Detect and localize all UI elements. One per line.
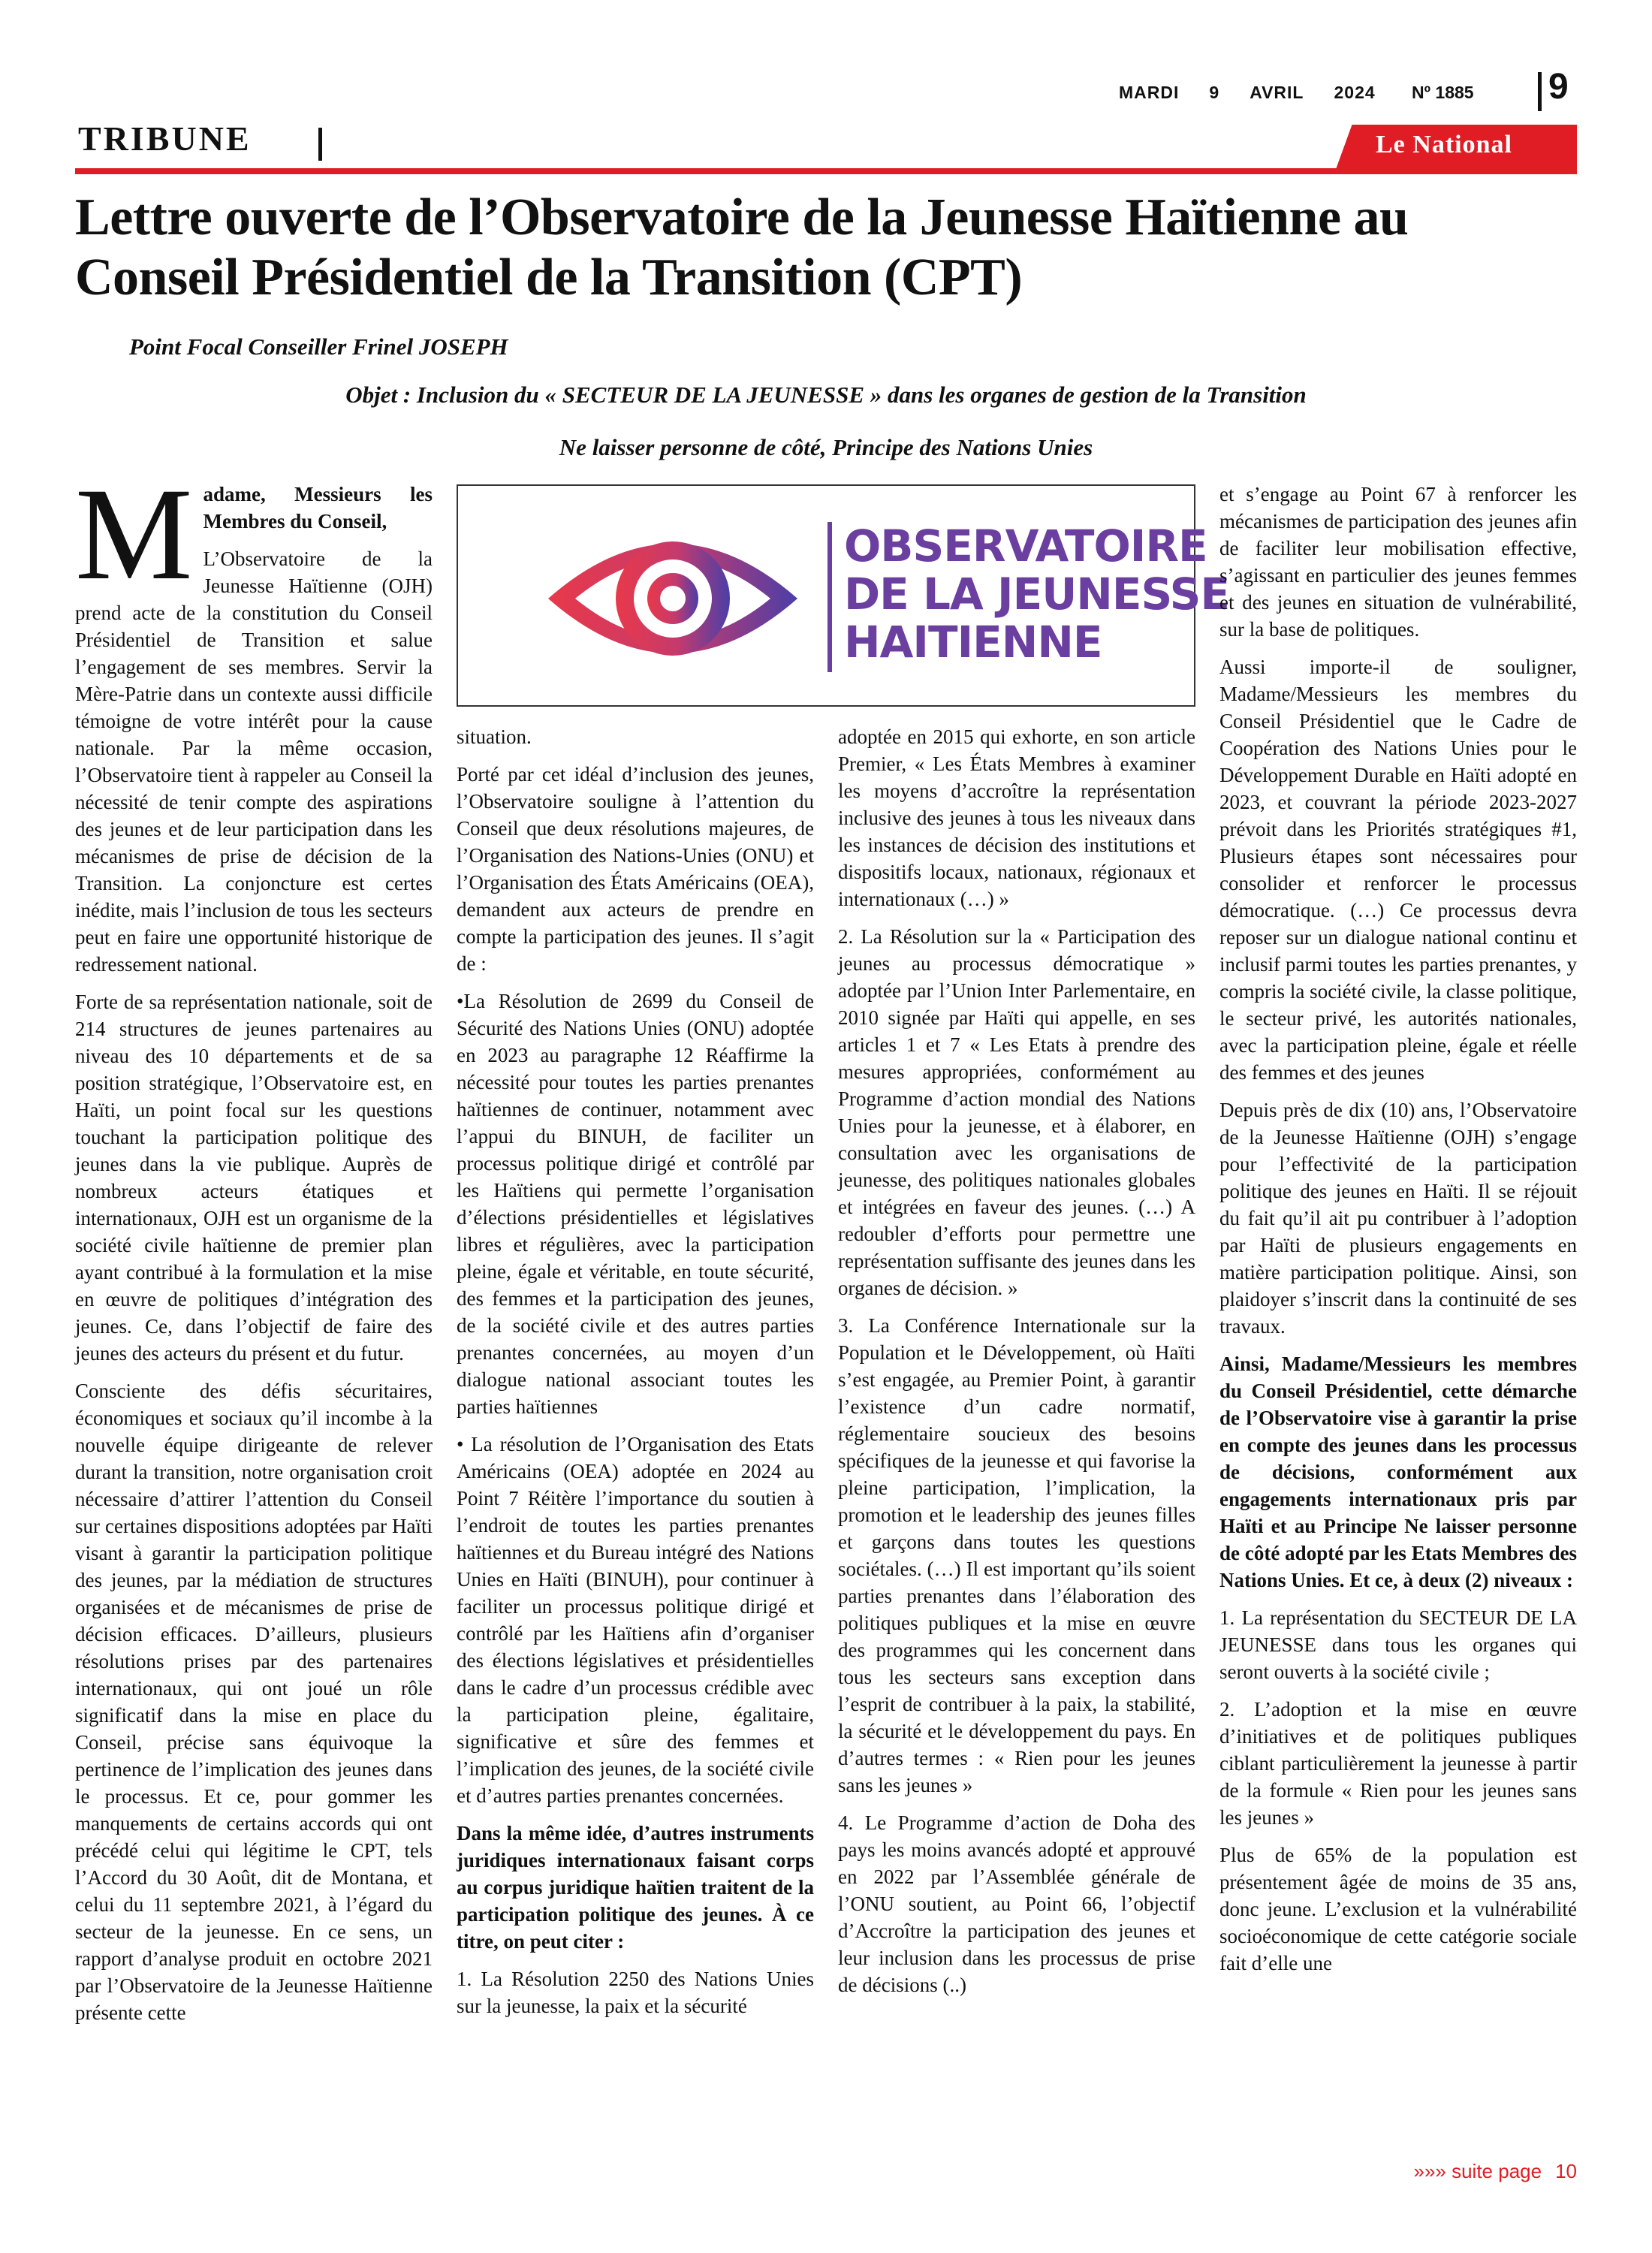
paragraph: et s’engage au Point 67 à renforcer les mécanismes de participation des jeunes afin de faciliter leur mobilisation effective, s’agissant en particulier des jeunes femmes et des jeunes en situation de vulnérabilité, sur la base de politiques.: [1219, 483, 1577, 641]
article-headline: Lettre ouverte de l’Observatoire de la Jeunesse Haïtienne au Conseil Présidentiel de la Transition (CPT): [75, 189, 1409, 306]
logo-divider: [828, 522, 832, 672]
paragraph: 3. La Conférence Internationale sur la Population et le Développement, où Haïti s’est engagée, au Premier Point, à garantir l’existence d’un cadre normatif, réglementaire soucieux des besoins spécifiques de la jeunesse et qui favorise la pleine participation, l’implication, la promotion et le leadership des jeunes filles et garçons dans toutes les questions sociétales. (…) Il est important qu’ils soient parties prenantes dans l’élaboration des politiques publiques et la mise en œuvre des programmes qui les concernent dans tous les secteurs sans exception dans l’esprit de contribuer à la paix, la stabilité, la sécurité et le développement du pays. En d’autres termes : « Rien pour les jeunes sans les jeunes »: [838, 1314, 1195, 1796]
logo-line: OBSERVATOIRE: [844, 520, 1207, 572]
header-divider: [1538, 72, 1542, 111]
article-column-3: [838, 723, 1195, 2009]
paragraph: Plus de 65% de la population est présentement âgée de moins de 35 ans, donc jeune. L’exclusion et la vulnérabilité socioéconomique de cette catégorie sociale fait d’elle une: [1219, 1844, 1577, 1974]
paragraph: 1. La Résolution 2250 des Nations Unies sur la jeunesse, la paix et la sécurité: [457, 1968, 814, 2017]
salutation: adame, Messieurs les Membres du Conseil,: [203, 483, 433, 532]
paragraph: • La résolution de l’Organisation des Etats Américains (OEA) adoptée en 2024 au Point 7 Réitère l’importance du soutien à l’endroit de toutes les parties prenantes haïtiennes et du Bureau intégré des Nations Unies en Haïti (BINUH), pour continuer à faciliter un processus politique dirigé et contrôlé par les Haïtiens afin d’organiser des élections législatives et présidentielles dans le cadre d’un processus crédible avec la participation pleine, égalitaire, significative et sûre des femmes et l’implication des jeunes, de la société civile et d’autres parties prenantes concernées.: [457, 1433, 814, 1807]
paragraph: situation.: [457, 725, 532, 748]
article-column-1: [75, 461, 433, 2037]
continued-link[interactable]: [1413, 2160, 1577, 2183]
article-motto: Ne laisser personne de côté, Principe des Nations Unies: [559, 434, 1093, 460]
paragraph: 2. La Résolution sur la « Participation des jeunes au processus démocratique » adoptée par l’Union Inter Parlementaire, en 2010 signée par Haïti qui appelle, en ses articles 1 et 7 « Les Etats à prendre des mesures appropriées, conformément au Programme d’action mondial des Nations Unies pour la jeunesse, et à élaborer, en consultation avec les organisations de jeunesse, des politiques nationales globales et intégrées en faveur des jeunes. (…) A redoubler d’efforts pour permettre une représentation suffisante des jeunes dans les organes de décision. »: [838, 925, 1195, 1299]
section-rubric: TRIBUNE: [78, 119, 252, 158]
date-num: 9: [1209, 83, 1220, 102]
article-column-2: [457, 723, 814, 2030]
paragraph: Forte de sa représentation nationale, soit de 214 structures de jeunes partenaires au niveau des 10 départements et de sa position stratégique, l’Observatoire est, en Haïti, un point focal sur les questions touchant la participation politique des jeunes dans la vie publique. Auprès de nombreux acteurs étatiques et internationaux, OJH est un organisme de la société civile haïtienne de premier plan ayant contribué à la formulation et la mise en œuvre de politiques d’intégration des jeunes. Ce, dans l’objectif de faire des jeunes des acteurs du présent et du futur.: [75, 991, 433, 1365]
logo-wordmark: [844, 522, 1229, 666]
article-column-4: [1219, 481, 1577, 1987]
paragraph-bold: Dans la même idée, d’autres instruments juridiques internationaux faisant corps au corpus juridique haïtien traitent de la participation politique des jeunes. À ce titre, on peut citer :: [457, 1822, 814, 1953]
paragraph: Depuis près de dix (10) ans, l’Observatoire de la Jeunesse Haïtienne (OJH) s’engage pour l’effectivité de la participation politique des jeunes en Haïti. Il se réjouit du fait qu’il ait pu contribuer à l’adoption par Haïti de plusieurs engagements en matière participation politique. Ainsi, son plaidoyer s’inscrit dans la continuité de ses travaux.: [1219, 1099, 1577, 1338]
article-byline: Point Focal Conseiller Frinel JOSEPH: [129, 333, 508, 360]
paragraph: Aussi importe-il de souligner, Madame/Messieurs les membres du Conseil Présidentiel que le Cadre de Coopération des Nations Unies pour le Développement Durable en Haïti adopté en 2023, et couvrant la période 2023-2027 prévoit dans les Priorités stratégiques #1, Plusieurs étapes sont nécessaires pour consolider et renforcer le processus démocratique. (…) Ce processus devra reposer sur un dialogue national continu et inclusif parmi toutes les parties prenantes, y compris la société civile, la classe politique, le secteur privé, les autorités nationales, avec la participation pleine, égale et réelle des femmes et des jeunes: [1219, 656, 1577, 1084]
issue-date: [1119, 83, 1406, 103]
issue-number: Nº 1885: [1412, 83, 1474, 102]
brand-name: Le National: [1376, 131, 1512, 158]
drop-cap: M: [75, 461, 193, 608]
logo-line: HAITIENNE: [844, 617, 1102, 668]
paragraph: L’Observatoire de la Jeunesse Haïtienne (OJH) prend acte de la constitution du Conseil Présidentiel de Transition et salue l’engagement de ses membres. Servir la Mère-Patrie dans un contexte aussi difficile témoigne de votre intérêt pour la cause nationale. Par la même occasion, l’Observatoire tient à rappeler au Conseil la nécessité de tenir compte des aspirations des jeunes et de leur participation dans les mécanismes de prise de décision de la Transition. La conjoncture est certes inédite, mais l’inclusion de tous les secteurs peut en faire une opportunité historique de redressement national.: [75, 547, 433, 976]
paragraph: •La Résolution de 2699 du Conseil de Sécurité des Nations Unies (ONU) adoptée en 2023 au paragraphe 12 Réaffirme la nécessité pour toutes les parties prenantes haïtiennes de continuer, notamment avec l’appui du BINUH, de faciliter un processus politique dirigé et contrôlé par les Haïtiens qui permette l’organisation d’élections présidentielles et législatives libres et régulières, avec la participation pleine, égale et véritable, en toute sécurité, des femmes et la participation des jeunes, de la société civile et des autres parties prenantes concernées, au moyen d’un dialogue national associant toutes les parties haïtiennes: [457, 990, 814, 1418]
continued-page: 10: [1555, 2160, 1577, 2182]
eye-icon: [545, 519, 800, 678]
paragraph: Porté par cet idéal d’inclusion des jeunes, l’Observatoire souligne à l’attention du Conseil que deux résolutions majeures, de l’Organisation des Nations-Unies (ONU) et l’Organisation des États Américains (OEA), demandent aux acteurs de prendre en compte la participation des jeunes. Il s’agit de :: [457, 763, 814, 975]
article-object: Objet : Inclusion du « SECTEUR DE LA JEUNESSE » dans les organes de gestion de la Transition: [345, 382, 1307, 408]
paragraph: 2. L’adoption et la mise en œuvre d’initiatives et de politiques publiques ciblant particulièrement la jeunesse à partir de la formule « Rien pour les jeunes sans les jeunes »: [1219, 1698, 1577, 1829]
date-month: AVRIL: [1250, 83, 1304, 102]
paragraph: Consciente des défis sécuritaires, économiques et sociaux qu’il incombe à la nouvelle équipe dirigeante de relever durant la transition, notre organisation croit nécessaire d’attirer l’attention du Conseil sur certaines dispositions adoptées par Haïti visant à garantir la participation politique des jeunes, par la médiation de structures organisées et de mécanismes de prise de décision efficaces. D’ailleurs, plusieurs résolutions prises par des partenaires internationaux, qui ont joué un rôle significatif dans la mise en place du Conseil, précise sans équivoque la pertinence de l’implication des jeunes dans le processus. Et ce, pour gommer les manquements de certains accords qui ont précédé celui qui légitime le CPT, tels l’Accord du 30 Août, dit de Montana, et celui du 11 septembre 2021, à l’égard du secteur de la jeunesse. En ce sens, un rapport d’analyse produit en octobre 2021 par l’Observatoire de la Jeunesse Haïtienne présente cette: [75, 1380, 433, 2024]
date-day: MARDI: [1119, 83, 1180, 102]
rubric-divider: [318, 128, 322, 161]
page-number: 9: [1548, 67, 1569, 107]
continued-label: »»» suite page: [1413, 2160, 1542, 2182]
paragraph: 4. Le Programme d’action de Doha des pays les moins avancés adopté et approuvé en 2022 par l’Assemblée générale de l’ONU soutient, au Point 66, l’objectif d’Accroître la participation des jeunes et leur inclusion dans les processus de prise de décisions (..): [838, 1811, 1195, 1996]
date-year: 2024: [1334, 83, 1376, 102]
paragraph: adoptée en 2015 qui exhorte, en son article Premier, « Les États Membres à examiner les moyens d’accroître la représentation inclusive des jeunes à tous les niveaux dans les instances de décision des institutions et dispositifs locaux, nationaux, régionaux et internationaux (…) »: [838, 725, 1195, 910]
paragraph: 1. La représentation du SECTEUR DE LA JEUNESSE dans tous les organes qui seront ouverts à la société civile ;: [1219, 1606, 1577, 1683]
logo-line: DE LA JEUNESSE: [844, 569, 1230, 620]
ojh-logo: [457, 484, 1230, 707]
header-rule: [75, 168, 1577, 174]
paragraph-bold: Ainsi, Madame/Messieurs les membres du Conseil Présidentiel, cette démarche de l’Observatoire vise à garantir la prise en compte des jeunes dans les processus de décisions, conformément aux engagements internationaux pris par Haïti et au Principe Ne laisser personne de côté adopté par les Etats Membres des Nations Unies. Et ce, à deux (2) niveaux :: [1219, 1353, 1577, 1591]
